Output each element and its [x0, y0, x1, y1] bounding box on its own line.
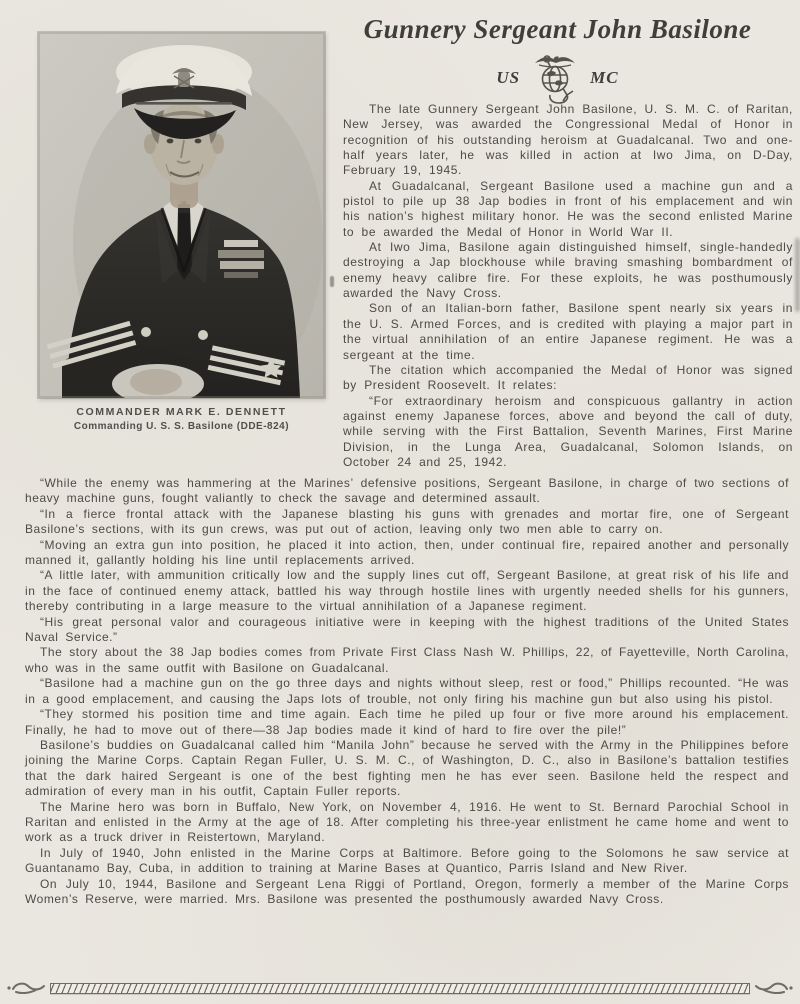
portrait-illustration — [38, 32, 325, 398]
paragraph: “Basilone had a machine gun on the go three days and nights without sleep, rest or food,” Phillips recounted. “He was in a good emplacement, and causing the Japs lots of trouble, not only firing his machine gun but also using his pistol. — [25, 676, 789, 706]
usmc-eagle-globe-anchor-icon — [529, 51, 581, 107]
paragraph: At Iwo Jima, Basilone again distinguished himself, single-handedly destroying a Jap blockhouse while braving smashing bombardment of enemy heavy calibre fire. For these exploits, he was posthumously awarded the Navy Cross. — [343, 240, 793, 301]
portrait-photo — [38, 32, 325, 398]
paragraph: “His great personal valor and courageous initiative were in keeping with the highest traditions of the United States Naval Service.” — [25, 614, 789, 645]
photo-caption-role: Commanding U. S. S. Basilone (DDE-824) — [73, 421, 290, 432]
page-title: Gunnery Sergeant John Basilone — [363, 14, 752, 44]
emblem-text-mc: MC — [590, 68, 619, 87]
scroll-ornament-left — [6, 980, 46, 996]
right-column-text — [343, 102, 793, 470]
paragraph: The story about the 38 Jap bodies comes from Private First Class Nash W. Phillips, 22, of Fayetteville, North Carolina, who was in the same outfit with Basilone on Guadalcanal. — [25, 645, 789, 675]
full-width-text — [25, 476, 789, 907]
photo-caption — [38, 406, 325, 432]
paragraph: The citation which accompanied the Medal of Honor was signed by President Roosevelt. It relates: — [343, 362, 793, 393]
paragraph: At Guadalcanal, Sergeant Basilone used a machine gun and a pistol to pile up 38 Jap bodies in front of his emplacement and win his nation’s highest military honor. He was the second enlisted Marine to be awarded the Medal of Honor in World War II. — [343, 178, 793, 239]
emblem-text-us: US — [496, 68, 521, 87]
usmc-emblem-row — [330, 49, 785, 107]
paragraph: Basilone’s buddies on Guadalcanal called him “Manila John” because he served with the Army in the Philippines before joining the Marine Corps. Captain Regan Fuller, U. S. M. C., of Washington, D. C., also in Basilone’s battalion testifies that the dark haired Sergeant is one of the best fighting men he has ever seen. Basilone held the respect and admiration of every man in his outfit, Captain Fuller reports. — [25, 737, 789, 799]
paragraph: The late Gunnery Sergeant John Basilone, U. S. M. C. of Raritan, New Jersey, was awarded the Congressional Medal of Honor in recognition of his outstanding heroism at Guadalcanal. Two and one-half years later, he was killed in action at Iwo Jima, on D-Day, February 19, 1945. — [343, 102, 793, 178]
rope-pattern-strip — [50, 983, 750, 994]
scroll-ornament-right — [754, 980, 794, 996]
paragraph: In July of 1940, John enlisted in the Marine Corps at Baltimore. Before going to the Solomons he saw service at Guantanamo Bay, Cuba, in addition to training at Marine Bases at Quantico, Parris Island and New River. — [25, 845, 789, 876]
photo-caption-name: COMMANDER MARK E. DENNETT — [76, 406, 287, 418]
paragraph: On July 10, 1944, Basilone and Sergeant Lena Riggi of Portland, Oregon, formerly a member of the Marine Corps Women’s Reserve, were married. Mrs. Basilone was presented the posthumously awarded Navy Cross. — [25, 876, 789, 906]
paragraph: “A little later, with ammunition critically low and the supply lines cut off, Sergeant Basilone, at great risk of his life and in the face of continued enemy attack, battled his way through hostile lines with urgently needed shells for his gunners, thereby contributing in a large measure to the virtual annihilation of a Japanese regiment. — [25, 568, 789, 614]
scan-edge-smudge — [795, 238, 800, 312]
paragraph: “While the enemy was hammering at the Marines’ defensive positions, Sergeant Basilone, in charge of two sections of heavy machine guns, fought valiantly to check the savage and determined assault. — [25, 476, 789, 506]
paragraph: “They stormed his position time and time again. Each time he piled up four or five more around his emplacement. Finally, he had to move out of there—38 Jap bodies made it kind of hard to fire over the pile!” — [25, 707, 789, 737]
decorative-border — [6, 979, 794, 997]
paragraph: Son of an Italian-born father, Basilone spent nearly six years in the U. S. Armed Forces, and is credited with playing a major part in the virtual annihilation of an entire Japanese regiment. He was a sergeant at the time. — [343, 301, 793, 362]
paragraph: “For extraordinary heroism and conspicuous gallantry in action against enemy Japanese forces, above and beyond the call of duty, while serving with the First Battalion, Seventh Marines, First Marine Division, in the Lunga Area, Guadalcanal, Solomon Islands, on October 24 and 25, 1942. — [343, 393, 793, 469]
paragraph: The Marine hero was born in Buffalo, New York, on November 4, 1916. He went to St. Bernard Parochial School in Raritan and enlisted in the Army at the age of 18. After completing his three-year enlistment he came home and went to work as a truck driver in Reistertown, Maryland. — [25, 799, 789, 845]
paragraph: “Moving an extra gun into position, he placed it into action, then, under continual fire, repaired another and personally manned it, gallantly holding his line until replacements arrived. — [25, 537, 789, 568]
ink-speck — [330, 276, 334, 287]
paragraph: “In a fierce frontal attack with the Japanese blasting his guns with grenades and mortar fire, one of Sergeant Basilone’s sections, with its gun crews, was put out of action, leaving only two men able to carry on. — [25, 506, 789, 537]
masthead — [330, 14, 785, 107]
